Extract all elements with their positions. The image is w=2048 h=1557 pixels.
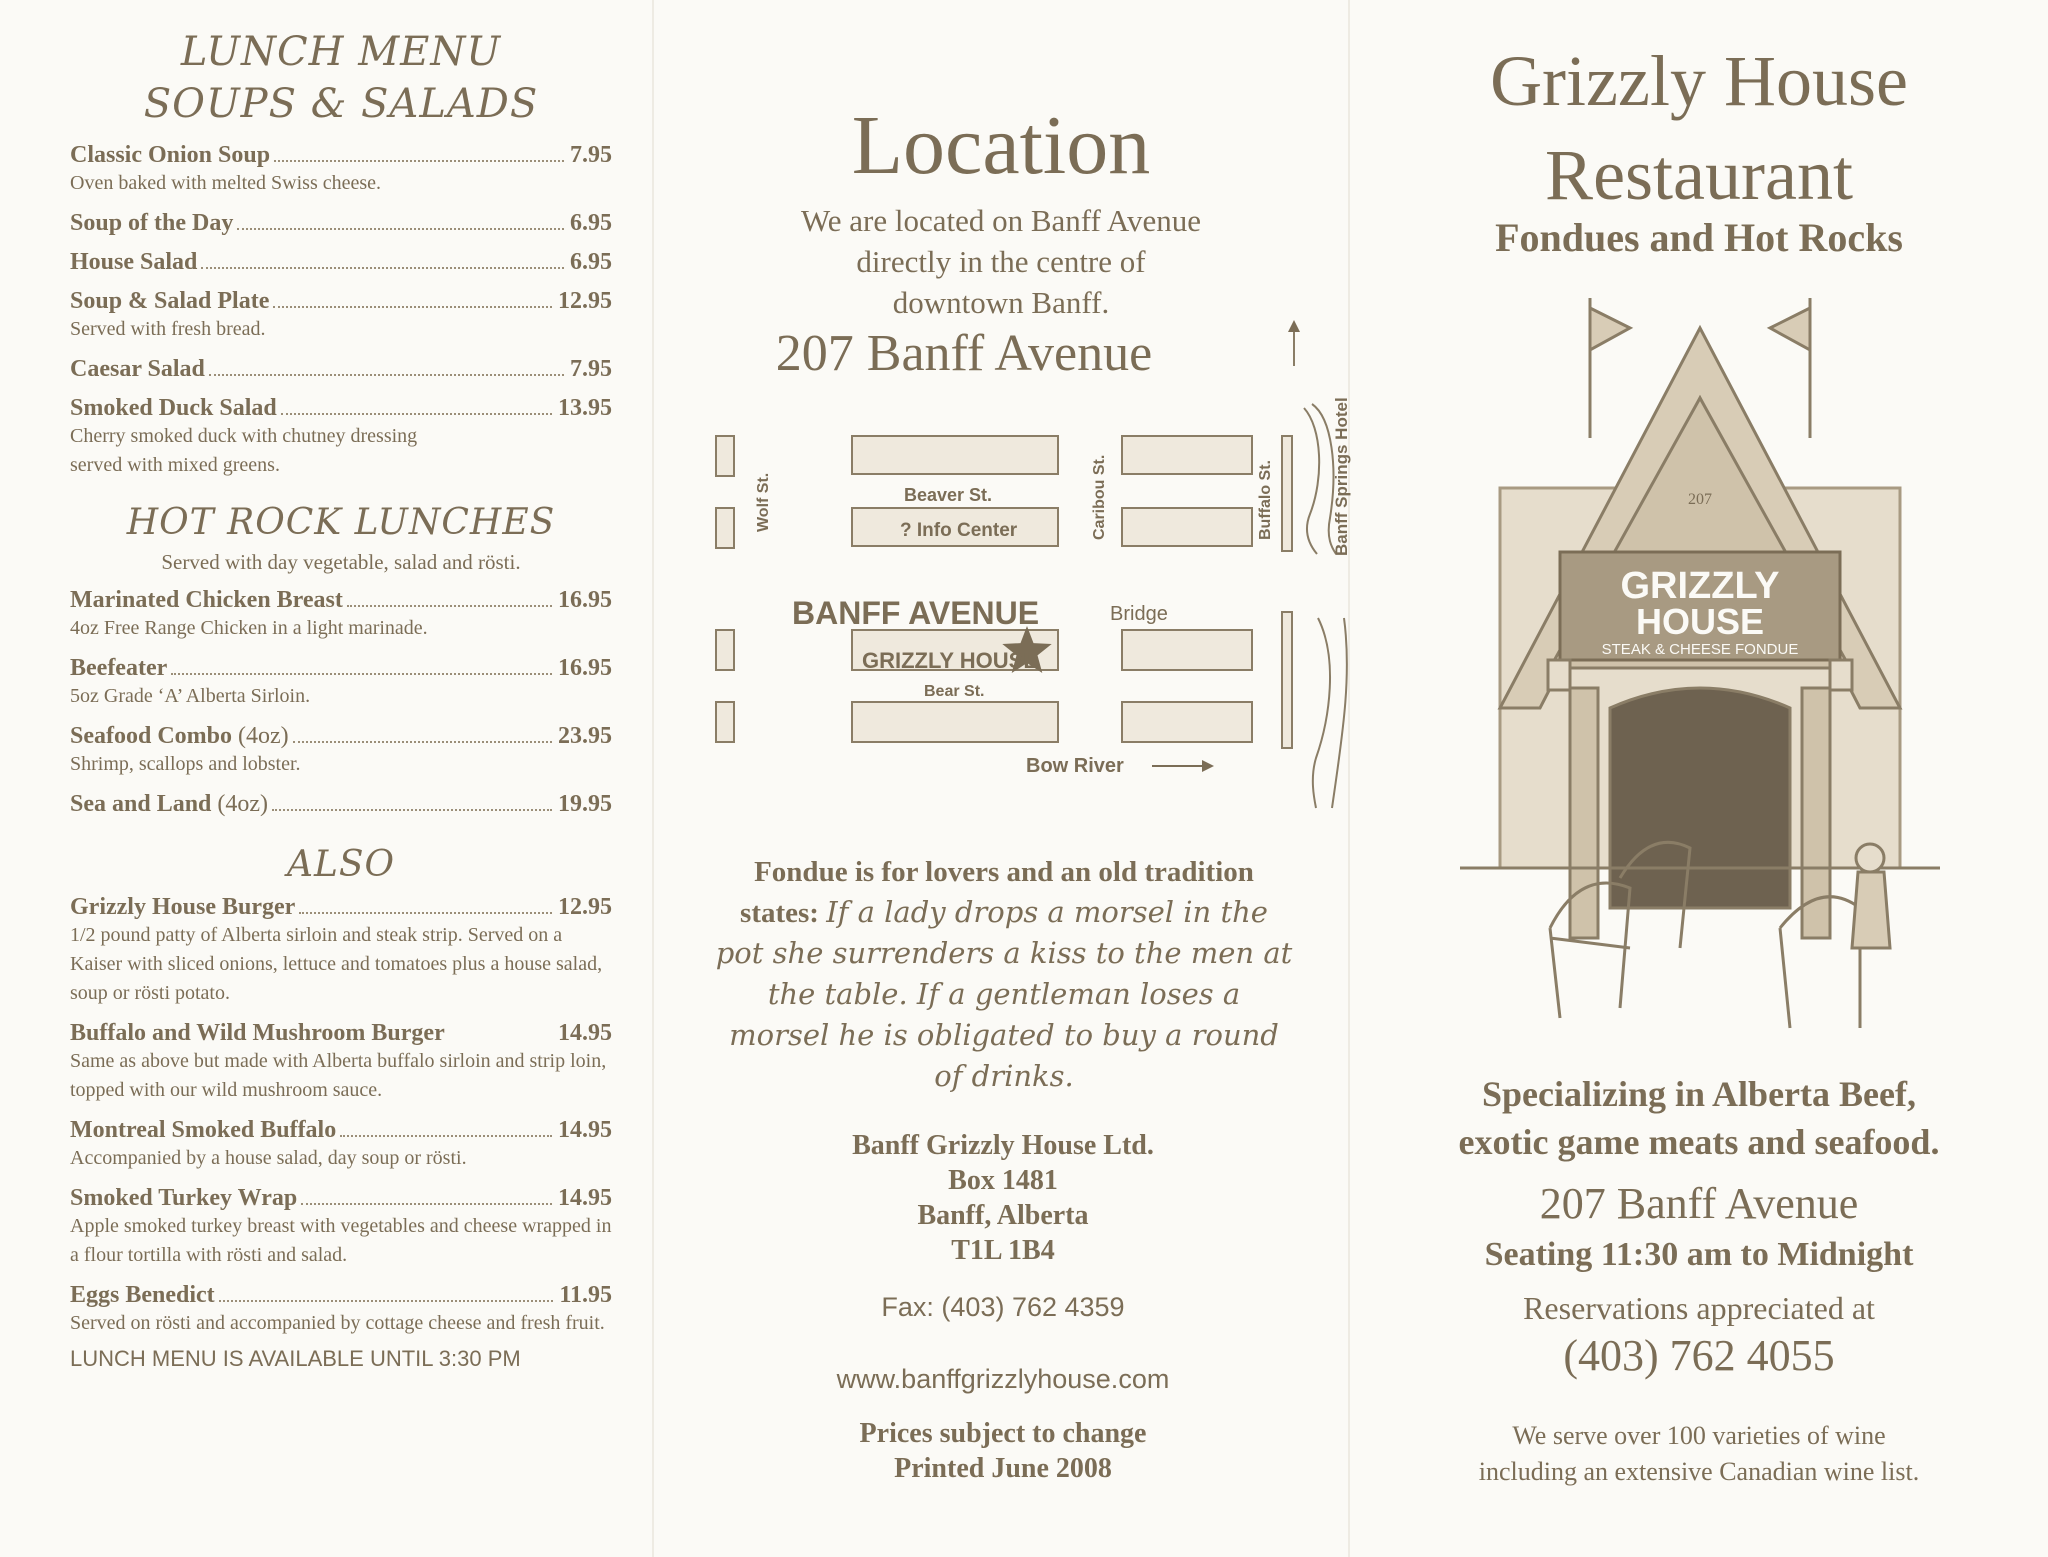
lunch-menu-panel bbox=[0, 0, 652, 1557]
sign-text: STEAK & CHEESE FONDUE bbox=[1601, 641, 1799, 658]
lore-quote: If a lady drops a morsel in the pot she surrenders a kiss to the men at the table. If a gentleman loses a morsel he is obligated to buy a round of drinks. bbox=[715, 895, 1293, 1093]
hot-rock-note: Served with day vegetable, salad and rösti. bbox=[161, 550, 521, 574]
item-name: Classic Onion Soup bbox=[70, 142, 271, 168]
website-link[interactable]: www.banffgrizzlyhouse.com bbox=[836, 1364, 1170, 1394]
item-name: Eggs Benedict bbox=[70, 1282, 215, 1308]
map-label-river: Bow River bbox=[1026, 755, 1124, 777]
map-block bbox=[716, 436, 734, 476]
item-price: 12.95 bbox=[558, 894, 612, 920]
hot-rock-list bbox=[70, 587, 612, 818]
item-name: Grizzly House Burger bbox=[70, 894, 296, 920]
restaurant-name-line: Grizzly House bbox=[1490, 41, 1908, 121]
item-price: 6.95 bbox=[570, 210, 612, 236]
map-block bbox=[1122, 630, 1252, 670]
item-desc: Apple smoked turkey breast with vegetables and cheese wrapped in a flour tortilla with rösti and salad. bbox=[70, 1215, 612, 1266]
item-name: Smoked Duck Salad bbox=[70, 395, 277, 421]
lunch-availability: LUNCH MENU IS AVAILABLE UNTIL 3:30 PM bbox=[70, 1346, 521, 1371]
item-desc: Served with fresh bread. bbox=[70, 318, 266, 340]
restaurant-illustration bbox=[1440, 288, 1960, 1058]
item-price: 7.95 bbox=[570, 142, 612, 168]
price-notice-line: Printed June 2008 bbox=[894, 1453, 1112, 1484]
menu-item bbox=[70, 356, 612, 383]
cover-panel bbox=[1350, 0, 2048, 1557]
map-label-buffalo: Buffalo St. bbox=[1257, 460, 1274, 540]
item-name: Soup of the Day bbox=[70, 210, 234, 236]
item-portion: (4oz) bbox=[232, 723, 289, 749]
price-notice-line: Prices subject to change bbox=[859, 1418, 1147, 1449]
lantern bbox=[1548, 660, 1570, 690]
item-price: 14.95 bbox=[558, 1117, 612, 1143]
cover-address: 207 Banff Avenue bbox=[1539, 1179, 1859, 1228]
entrance-door bbox=[1610, 688, 1790, 908]
item-portion: (4oz) bbox=[211, 791, 269, 817]
menu-item bbox=[70, 791, 612, 818]
item-price: 13.95 bbox=[558, 395, 612, 421]
item-desc: Cherry smoked duck with chutney dressing served with mixed greens. bbox=[70, 425, 418, 476]
river-arrow-head bbox=[1202, 760, 1214, 772]
restaurant-name-line: Restaurant bbox=[1545, 135, 1853, 215]
price-notice bbox=[654, 1416, 1352, 1486]
sign-text: GRIZZLY bbox=[1620, 565, 1780, 607]
location-line: directly in the centre of bbox=[856, 244, 1146, 279]
item-price: 14.95 bbox=[558, 1185, 612, 1211]
lore-lead: Fondue is for lovers and an old tradition states: bbox=[740, 856, 1254, 929]
location-map bbox=[712, 318, 1351, 818]
menu-item bbox=[70, 210, 612, 237]
item-price: 19.95 bbox=[558, 791, 612, 817]
location-text bbox=[654, 200, 1348, 323]
item-desc: Same as above but made with Alberta buffalo sirloin and strip loin, topped with our wild mushroom sauce. bbox=[70, 1050, 607, 1101]
item-desc: Oven baked with melted Swiss cheese. bbox=[70, 172, 382, 194]
flag bbox=[1590, 308, 1630, 350]
sign-text: HOUSE bbox=[1635, 601, 1765, 642]
hot-rock-heading: HOT ROCK LUNCHES bbox=[126, 502, 556, 543]
map-label-avenue: BANFF AVENUE bbox=[792, 595, 1040, 631]
wine-line: We serve over 100 varieties of wine bbox=[1512, 1421, 1886, 1450]
company-line: T1L 1B4 bbox=[951, 1235, 1055, 1266]
menu-item bbox=[70, 1185, 612, 1270]
item-name: Sea and Land bbox=[70, 791, 212, 817]
map-block bbox=[716, 702, 734, 742]
item-price: 6.95 bbox=[570, 249, 612, 275]
north-arrow-head bbox=[1288, 320, 1300, 332]
map-label-bridge: Bridge bbox=[1110, 603, 1168, 625]
location-line: We are located on Banff Avenue bbox=[800, 203, 1202, 238]
specializing-text bbox=[1350, 1070, 2048, 1166]
lunch-menu-title: LUNCH MENU bbox=[180, 29, 502, 75]
company-line: Banff Grizzly House Ltd. bbox=[852, 1130, 1154, 1161]
wine-line: including an extensive Canadian wine list. bbox=[1478, 1457, 1920, 1486]
map-block bbox=[852, 436, 1058, 474]
specializing-line: exotic game meats and seafood. bbox=[1458, 1122, 1940, 1162]
restaurant-tagline: Fondues and Hot Rocks bbox=[1495, 215, 1903, 260]
item-name: Smoked Turkey Wrap bbox=[70, 1185, 298, 1211]
company-address bbox=[654, 1128, 1352, 1268]
map-block bbox=[1282, 436, 1292, 551]
fax-number: Fax: (403) 762 4359 bbox=[881, 1292, 1125, 1322]
pillar bbox=[1570, 688, 1598, 938]
person-head bbox=[1856, 844, 1884, 872]
menu-item bbox=[70, 249, 612, 276]
menu-item bbox=[70, 655, 612, 711]
also-heading: ALSO bbox=[286, 844, 396, 885]
soups-salads-list bbox=[70, 142, 612, 480]
item-price: 11.95 bbox=[559, 1282, 612, 1308]
wine-note bbox=[1350, 1418, 2048, 1490]
item-price: 7.95 bbox=[570, 356, 612, 382]
menu-item bbox=[70, 395, 612, 480]
also-list bbox=[70, 894, 612, 1338]
item-desc: Shrimp, scallops and lobster. bbox=[70, 753, 301, 775]
item-price: 16.95 bbox=[558, 655, 612, 681]
item-name: Marinated Chicken Breast bbox=[70, 587, 343, 613]
company-line: Banff, Alberta bbox=[917, 1200, 1089, 1231]
location-title: Location bbox=[851, 99, 1151, 192]
menu-item bbox=[70, 1020, 612, 1105]
menu-item bbox=[70, 894, 612, 1008]
fondue-lore bbox=[714, 852, 1294, 1097]
item-name: Seafood Combo bbox=[70, 723, 233, 749]
item-desc: 5oz Grade ‘A’ Alberta Sirloin. bbox=[70, 685, 311, 707]
flag bbox=[1770, 308, 1810, 350]
item-name: House Salad bbox=[70, 249, 198, 275]
menu-item bbox=[70, 587, 612, 643]
item-desc: 1/2 pound patty of Alberta sirloin and steak strip. Served on a Kaiser with sliced onions, lettuce and tomatoes plus a house salad, soup or rösti potato. bbox=[70, 924, 603, 1004]
map-label-caribou: Caribou St. bbox=[1091, 454, 1108, 540]
menu-item bbox=[70, 142, 612, 198]
menu-item bbox=[70, 1282, 612, 1338]
item-name: Soup & Salad Plate bbox=[70, 288, 270, 314]
item-desc: Served on rösti and accompanied by cottage cheese and fresh fruit. bbox=[70, 1312, 605, 1334]
menu-item bbox=[70, 723, 612, 779]
map-block bbox=[716, 630, 734, 670]
location-address: 207 Banff Avenue bbox=[775, 325, 1153, 382]
map-label-springs: Banff Springs Hotel bbox=[1332, 397, 1351, 556]
location-line: downtown Banff. bbox=[892, 285, 1110, 320]
map-label-info: ? Info Center bbox=[900, 520, 1018, 541]
map-block bbox=[1122, 436, 1252, 474]
lantern bbox=[1830, 660, 1852, 690]
map-label-wolf: Wolf St. bbox=[755, 472, 772, 532]
reservations-text: Reservations appreciated at bbox=[1523, 1290, 1875, 1326]
company-line: Box 1481 bbox=[948, 1165, 1058, 1196]
map-block bbox=[1282, 612, 1292, 748]
item-price: 12.95 bbox=[558, 288, 612, 314]
map-block bbox=[1122, 702, 1252, 742]
menu-item bbox=[70, 1117, 612, 1173]
soups-salads-heading: SOUPS & SALADS bbox=[143, 81, 539, 127]
sign-number: 207 bbox=[1688, 491, 1712, 508]
menu-item bbox=[70, 288, 612, 344]
item-desc: 4oz Free Range Chicken in a light marinade. bbox=[70, 617, 428, 639]
restaurant-name bbox=[1350, 34, 2048, 222]
map-label-beaver: Beaver St. bbox=[904, 485, 993, 505]
item-price: 14.95 bbox=[558, 1020, 612, 1046]
map-block bbox=[1122, 508, 1252, 546]
item-name: Caesar Salad bbox=[70, 356, 205, 382]
map-label-grizzly: GRIZZLY HOUSE bbox=[862, 648, 1039, 673]
person-body bbox=[1852, 872, 1890, 948]
reservations-phone[interactable]: (403) 762 4055 bbox=[1563, 1331, 1835, 1380]
map-block bbox=[852, 702, 1058, 742]
item-price: 23.95 bbox=[558, 723, 612, 749]
map-label-bear: Bear St. bbox=[924, 683, 985, 700]
specializing-line: Specializing in Alberta Beef, bbox=[1482, 1074, 1916, 1114]
location-panel bbox=[652, 0, 1350, 1557]
item-desc: Accompanied by a house salad, day soup or rösti. bbox=[70, 1147, 467, 1169]
item-name: Montreal Smoked Buffalo bbox=[70, 1117, 337, 1143]
map-block bbox=[716, 508, 734, 548]
item-name: Buffalo and Wild Mushroom Burger bbox=[70, 1020, 445, 1046]
item-price: 16.95 bbox=[558, 587, 612, 613]
item-name: Beefeater bbox=[70, 655, 168, 681]
seating-hours: Seating 11:30 am to Midnight bbox=[1484, 1236, 1914, 1273]
